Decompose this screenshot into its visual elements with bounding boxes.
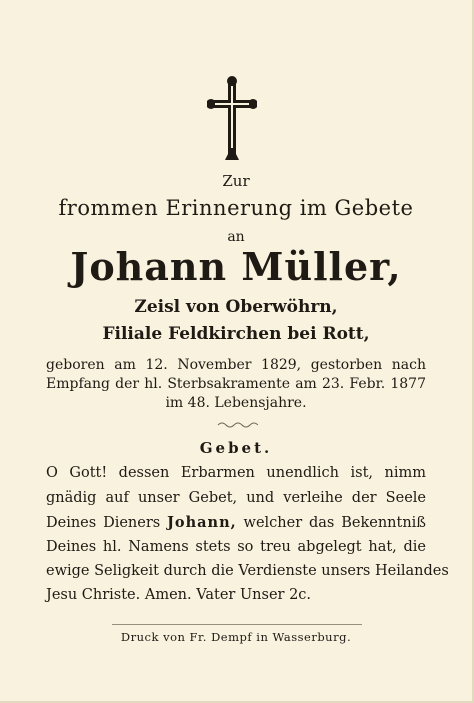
residence: Zeisl von Oberwöhrn, [134, 297, 338, 317]
divider-ornament [216, 421, 258, 429]
prayer-line-6: Jesu Christe. Amen. Vater Unser 2c. [46, 587, 312, 603]
footer-rule [112, 624, 362, 625]
prayer-line-5: ewige Seligkeit durch die Verdienste unsers Heilandes [46, 563, 449, 579]
heading-an: an [227, 229, 245, 245]
parish: Filiale Feldkirchen bei Rott, [102, 324, 370, 344]
life-line-2: Empfang der hl. Sterbsakramente am 23. Febr. 1877 [46, 376, 426, 392]
prayer-line-3-pre: Deines Dieners [46, 515, 168, 531]
prayer-line-2: gnädig auf unser Gebet, und verleihe der Seele [46, 490, 426, 506]
heading-erinnerung: frommen Erinnerung im Gebete [58, 196, 414, 220]
deceased-name: Johann Müller, [70, 244, 402, 289]
prayer-line-3-post: welcher das Bekenntniß [236, 515, 426, 531]
prayer-line-4: Deines hl. Namens stets so treu abgelegt hat, die [46, 539, 426, 555]
prayer-line-1: O Gott! dessen Erbarmen unendlich ist, nimm [46, 465, 426, 481]
prayer-title: Gebet. [199, 439, 273, 457]
printer-credit: Druck von Fr. Dempf in Wasserburg. [120, 630, 352, 644]
prayer-name: Johann, [167, 514, 237, 531]
prayer-line-3 [46, 514, 426, 531]
heading-zur: Zur [222, 172, 250, 190]
life-line-3: im 48. Lebensjahre. [165, 395, 307, 411]
cross-icon [207, 76, 257, 160]
life-line-1: geboren am 12. November 1829, gestorben nach [46, 357, 426, 373]
